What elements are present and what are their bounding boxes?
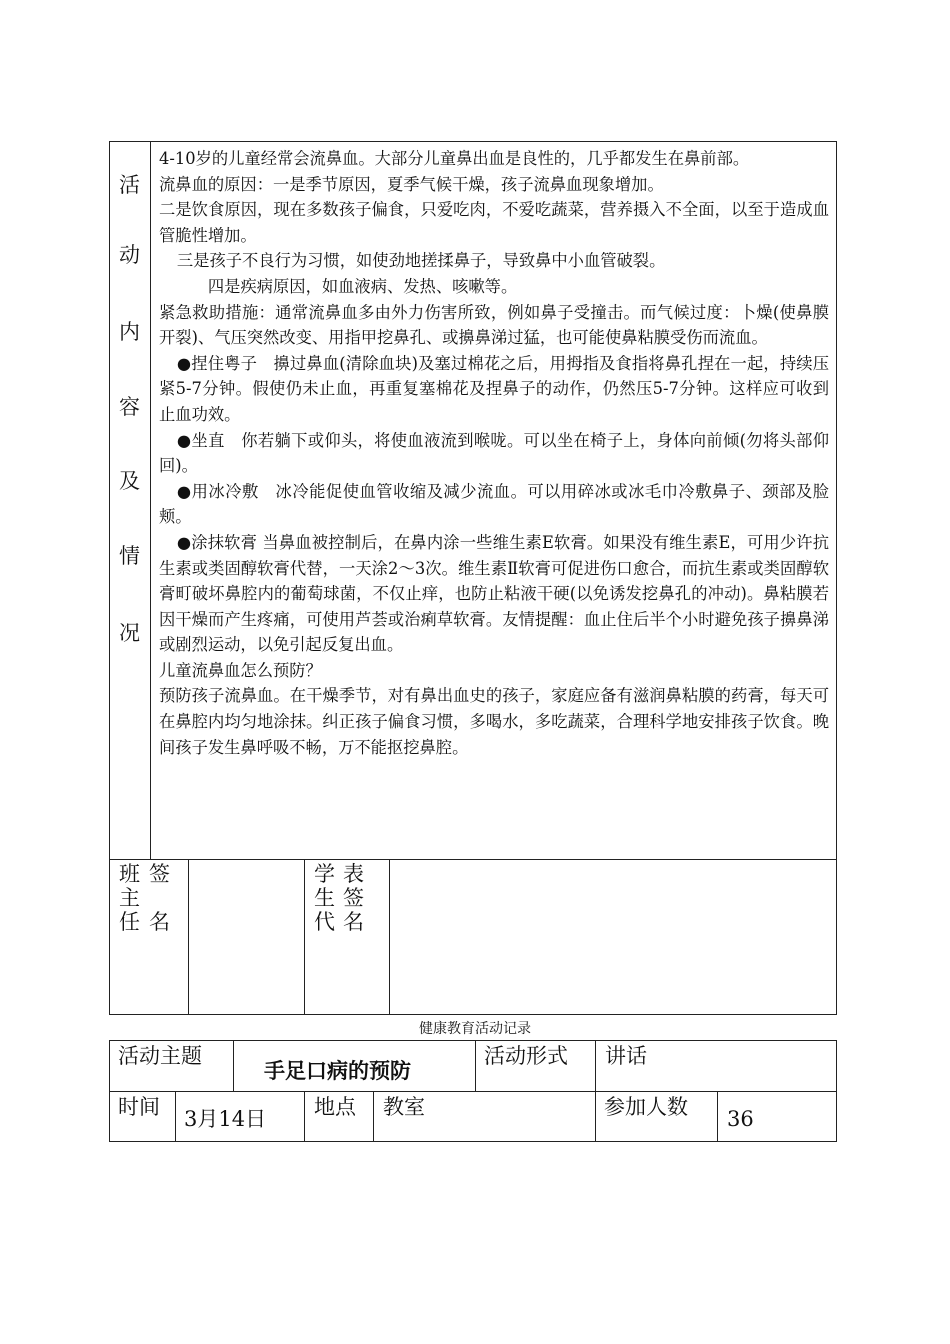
- sig-char: 学: [314, 862, 335, 886]
- sig-char: 任: [119, 910, 140, 934]
- content-paragraph: ●用冰冷敷 冰冷能促使血管收缩及减少流血。可以用碎冰或冰毛巾冷敷鼻子、颈部及脸颊。: [159, 481, 829, 527]
- count-label: 参加人数: [604, 1095, 688, 1119]
- sig-char: 班: [119, 862, 140, 886]
- count-value: 36: [727, 1107, 754, 1131]
- content-paragraph: 紧急救助措施：通常流鼻血多由外力伤害所致，例如鼻子受撞击。而气候过度：卜燥(使鼻膜开裂)、气压突然改变、用指甲挖鼻孔、或擤鼻涕过猛，也可能使鼻粘膜受伤而流血。: [159, 302, 829, 348]
- sig-char: 名: [343, 910, 364, 934]
- place-value: 教室: [383, 1095, 425, 1119]
- student-rep-signature-field[interactable]: [390, 860, 836, 1014]
- time-label: 时间: [118, 1095, 160, 1119]
- sig-char: 主: [119, 886, 140, 910]
- place-label: 地点: [314, 1095, 356, 1119]
- content-paragraph: 四是疾病原因，如血液病、发热、咳嗽等。: [207, 276, 518, 296]
- side-label-char: 容: [119, 395, 140, 419]
- content-paragraph: 儿童流鼻血怎么预防？: [159, 660, 322, 680]
- content-paragraph: 4-10岁的儿童经常会流鼻血。大部分儿童鼻出血是良性的，几乎都发生在鼻前部。: [159, 149, 750, 168]
- side-label-char: 内: [119, 320, 140, 344]
- sig-char: 名: [149, 910, 170, 934]
- content-paragraph: 预防孩子流鼻血。在干燥季节，对有鼻出血史的孩子，家庭应备有滋润鼻粘膜的药膏，每天可在鼻腔内均匀地涂抹。纠正孩子偏食习惯，多喝水，多吃蔬菜，合理科学地安排孩子饮食。晚间孩子发生鼻呼吸不畅，万不能抠挖鼻腔。: [159, 686, 829, 757]
- side-label-char: 况: [119, 621, 140, 645]
- content-paragraph: ●坐直 你若躺下或仰头，将使血液流到喉咙。可以坐在椅子上，身体向前倾(勿将头部仰回)。: [159, 430, 829, 476]
- form-value: 讲话: [605, 1044, 647, 1068]
- activity-content-text: [159, 146, 829, 760]
- theme-label: 活动主题: [118, 1044, 202, 1068]
- sig-char: 签: [343, 886, 364, 910]
- time-value: 3月14日: [184, 1107, 267, 1131]
- side-label-char: 活: [119, 173, 140, 197]
- teacher-signature-field[interactable]: [189, 860, 304, 1014]
- content-paragraph: 三是孩子不良行为习惯，如使劲地搓揉鼻子，导致鼻中小血管破裂。: [176, 251, 666, 271]
- content-paragraph: ●捏住粤子 擤过鼻血(清除血块)及塞过棉花之后，用拇指及食指将鼻孔捏在一起，持续压紧5-7分钟。假使仍未止血，再重复塞棉花及捏鼻子的动作，仍然压5-7分钟。这样应可收到止血功效。: [159, 353, 829, 424]
- sig-char: 生: [314, 886, 335, 910]
- record-caption: 健康教育活动记录: [419, 1021, 531, 1037]
- content-paragraph: 流鼻血的原因：一是季节原因，夏季气候干燥，孩子流鼻血现象增加。: [159, 174, 664, 194]
- sig-char: 表: [343, 862, 364, 886]
- side-label-char: 情: [119, 544, 140, 568]
- form-label: 活动形式: [484, 1044, 568, 1068]
- theme-value: 手足口病的预防: [264, 1059, 411, 1083]
- content-paragraph: ●涂抹软膏 当鼻血被控制后，在鼻内涂一些维生素E软膏。如果没有维生素E，可用少许抗生素或类固醇软膏代替，一天涂2～3次。维生素Ⅱ软膏可促进伤口愈合，而抗生素或类固醇软膏町破坏鼻腔内的葡萄球菌，不仅止痒，也防止粘液干硬(以免诱发挖鼻孔的冲动)。鼻粘膜若因干燥而产生疼痛，可使用芦荟或治痢草软膏。友情提醒：血止住后半个小时避免孩子擤鼻涕或剧烈运动，以免引起反复出血。: [159, 532, 829, 655]
- content-paragraph: 二是饮食原因，现在多数孩子偏食，只爱吃肉，不爱吃蔬菜，营养摄入不全面，以至于造成血管脆性增加。: [159, 200, 829, 245]
- sig-char: 签: [149, 862, 170, 886]
- side-label-char: 及: [119, 469, 140, 493]
- side-label-char: 动: [119, 243, 140, 267]
- sig-char: 代: [314, 910, 335, 934]
